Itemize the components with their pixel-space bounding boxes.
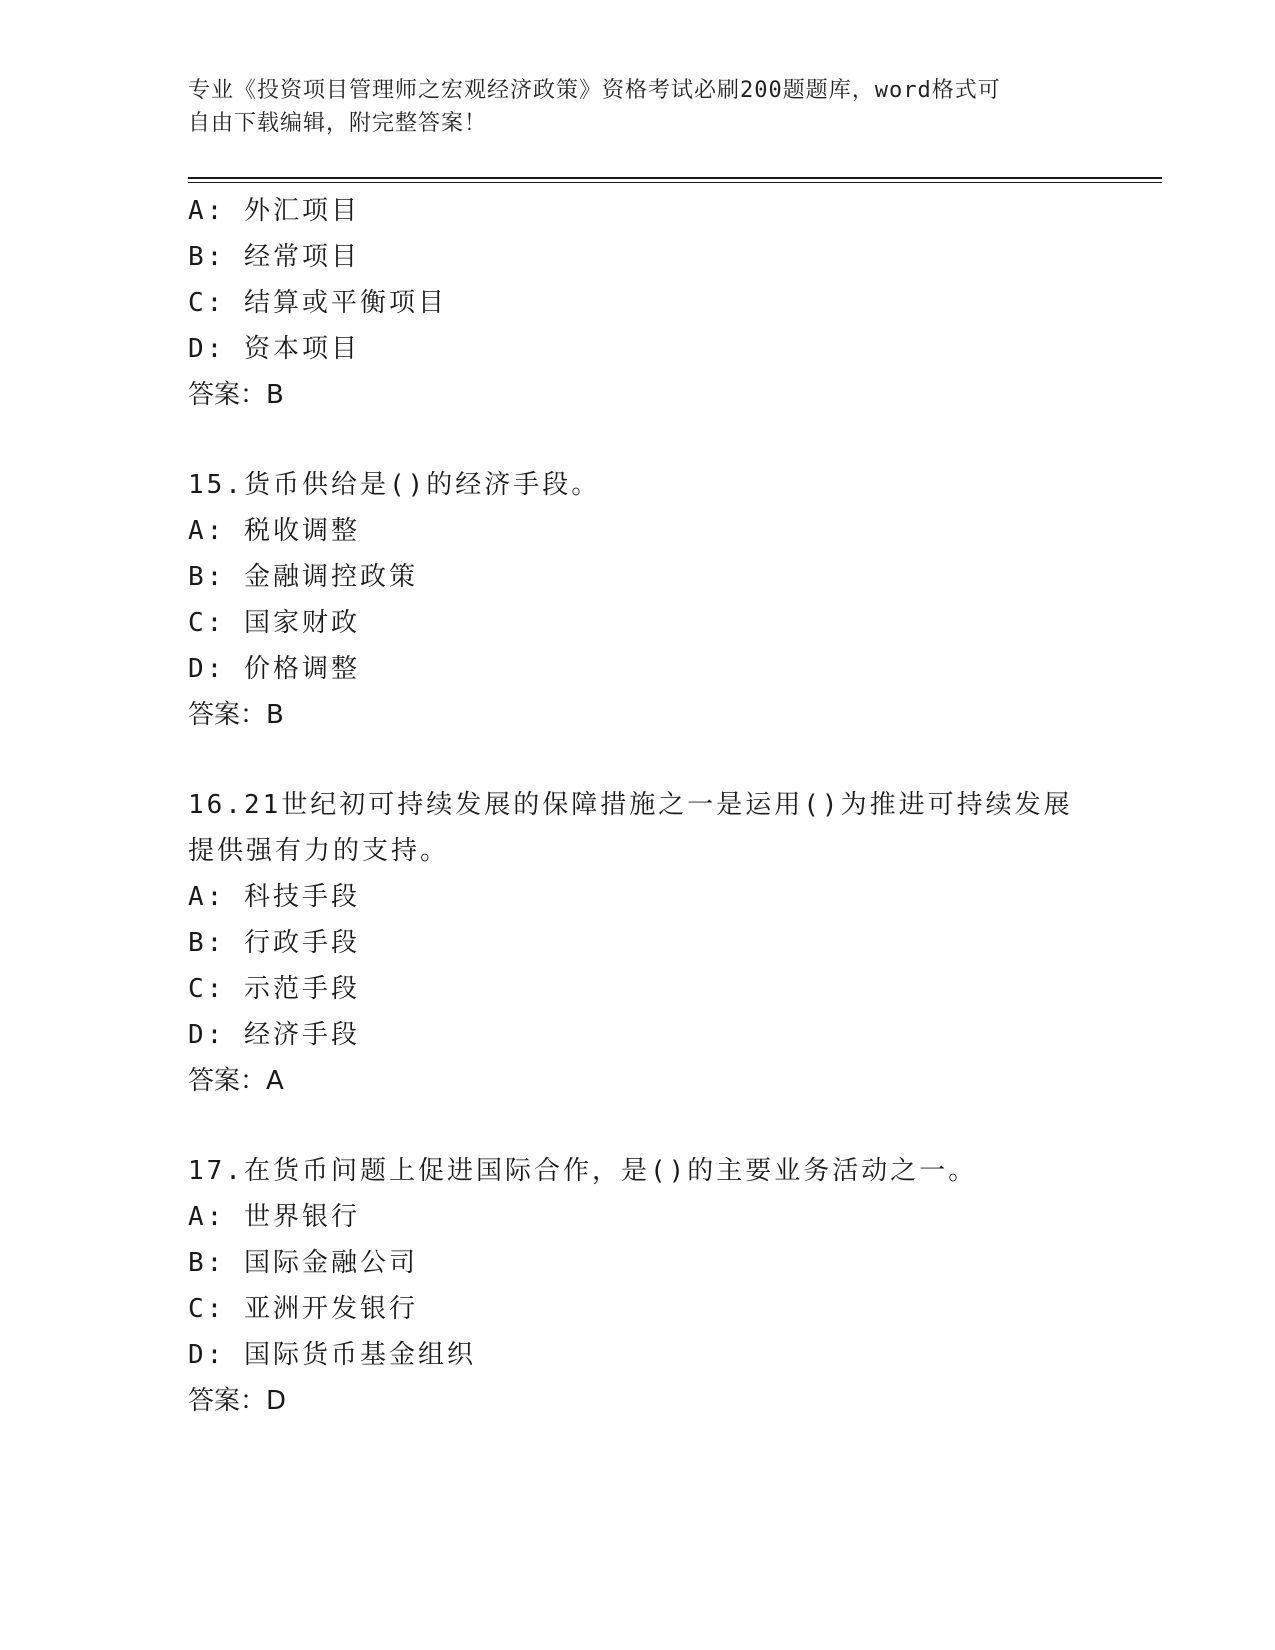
option-text: 经济手段 bbox=[243, 1020, 360, 1050]
option-text: 国际货币基金组织 bbox=[243, 1340, 476, 1370]
option-key: D bbox=[188, 1020, 207, 1050]
option-b: B: 金融调控政策 bbox=[188, 562, 418, 592]
option-key: C bbox=[188, 974, 207, 1004]
question-stem: 15.货币供给是()的经济手段。 bbox=[188, 470, 601, 500]
option-key: B bbox=[188, 242, 207, 272]
option-a: A: 外汇项目 bbox=[188, 196, 360, 226]
option-b: B: 经常项目 bbox=[188, 242, 360, 272]
option-a: A: 科技手段 bbox=[188, 882, 360, 912]
option-text: 国家财政 bbox=[243, 608, 360, 638]
option-key: D bbox=[188, 1340, 207, 1370]
answer-line: 答案：B bbox=[188, 700, 284, 730]
option-c: C: 国家财政 bbox=[188, 608, 360, 638]
option-key: D bbox=[188, 654, 207, 684]
option-key: C bbox=[188, 1294, 207, 1324]
question-stem: 17.在货币问题上促进国际合作，是()的主要业务活动之一。 bbox=[188, 1156, 978, 1186]
option-key: D bbox=[188, 334, 207, 364]
option-key: A bbox=[188, 196, 207, 226]
option-d: D: 国际货币基金组织 bbox=[188, 1340, 476, 1370]
header-divider bbox=[188, 177, 1162, 179]
question-stem: 16.21世纪初可持续发展的保障措施之一是运用()为推进可持续发展提供强有力的支持。 bbox=[188, 790, 1073, 866]
option-key: A bbox=[188, 516, 207, 546]
option-text: 价格调整 bbox=[243, 654, 360, 684]
option-a: A: 世界银行 bbox=[188, 1202, 360, 1232]
option-text: 科技手段 bbox=[243, 882, 360, 912]
option-key: B bbox=[188, 928, 207, 958]
option-b: B: 国际金融公司 bbox=[188, 1248, 418, 1278]
option-c: C: 示范手段 bbox=[188, 974, 360, 1004]
option-text: 结算或平衡项目 bbox=[243, 288, 447, 318]
header-line-1: 专业《投资项目管理师之宏观经济政策》资格考试必刷200题题库，word格式可 bbox=[188, 78, 1001, 103]
header-divider-thin bbox=[188, 182, 1162, 183]
option-text: 资本项目 bbox=[243, 334, 360, 364]
option-text: 国际金融公司 bbox=[243, 1248, 418, 1278]
question-block-16 bbox=[188, 782, 1088, 1104]
option-text: 亚洲开发银行 bbox=[243, 1294, 418, 1324]
option-a: A: 税收调整 bbox=[188, 516, 360, 546]
option-c: C: 亚洲开发银行 bbox=[188, 1294, 418, 1324]
option-text: 金融调控政策 bbox=[243, 562, 418, 592]
option-text: 行政手段 bbox=[243, 928, 360, 958]
question-list bbox=[188, 188, 1088, 1424]
answer-line: 答案：B bbox=[188, 380, 284, 410]
option-text: 税收调整 bbox=[243, 516, 360, 546]
option-key: A bbox=[188, 882, 207, 912]
answer-line: 答案：A bbox=[188, 1066, 284, 1096]
option-key: B bbox=[188, 1248, 207, 1278]
option-text: 示范手段 bbox=[243, 974, 360, 1004]
header-line-2: 自由下载编辑，附完整答案！ bbox=[188, 111, 488, 136]
question-block-17 bbox=[188, 1148, 1088, 1424]
document-header bbox=[188, 74, 1088, 140]
option-d: D: 经济手段 bbox=[188, 1020, 360, 1050]
option-b: B: 行政手段 bbox=[188, 928, 360, 958]
option-text: 经常项目 bbox=[243, 242, 360, 272]
option-text: 外汇项目 bbox=[243, 196, 360, 226]
question-block-15 bbox=[188, 462, 1088, 738]
option-key: B bbox=[188, 562, 207, 592]
option-key: C bbox=[188, 288, 207, 318]
option-key: A bbox=[188, 1202, 207, 1232]
option-d: D: 价格调整 bbox=[188, 654, 360, 684]
option-d: D: 资本项目 bbox=[188, 334, 360, 364]
option-c: C: 结算或平衡项目 bbox=[188, 288, 447, 318]
option-key: C bbox=[188, 608, 207, 638]
option-text: 世界银行 bbox=[243, 1202, 360, 1232]
answer-line: 答案：D bbox=[188, 1386, 287, 1416]
question-block-prev bbox=[188, 188, 1088, 418]
